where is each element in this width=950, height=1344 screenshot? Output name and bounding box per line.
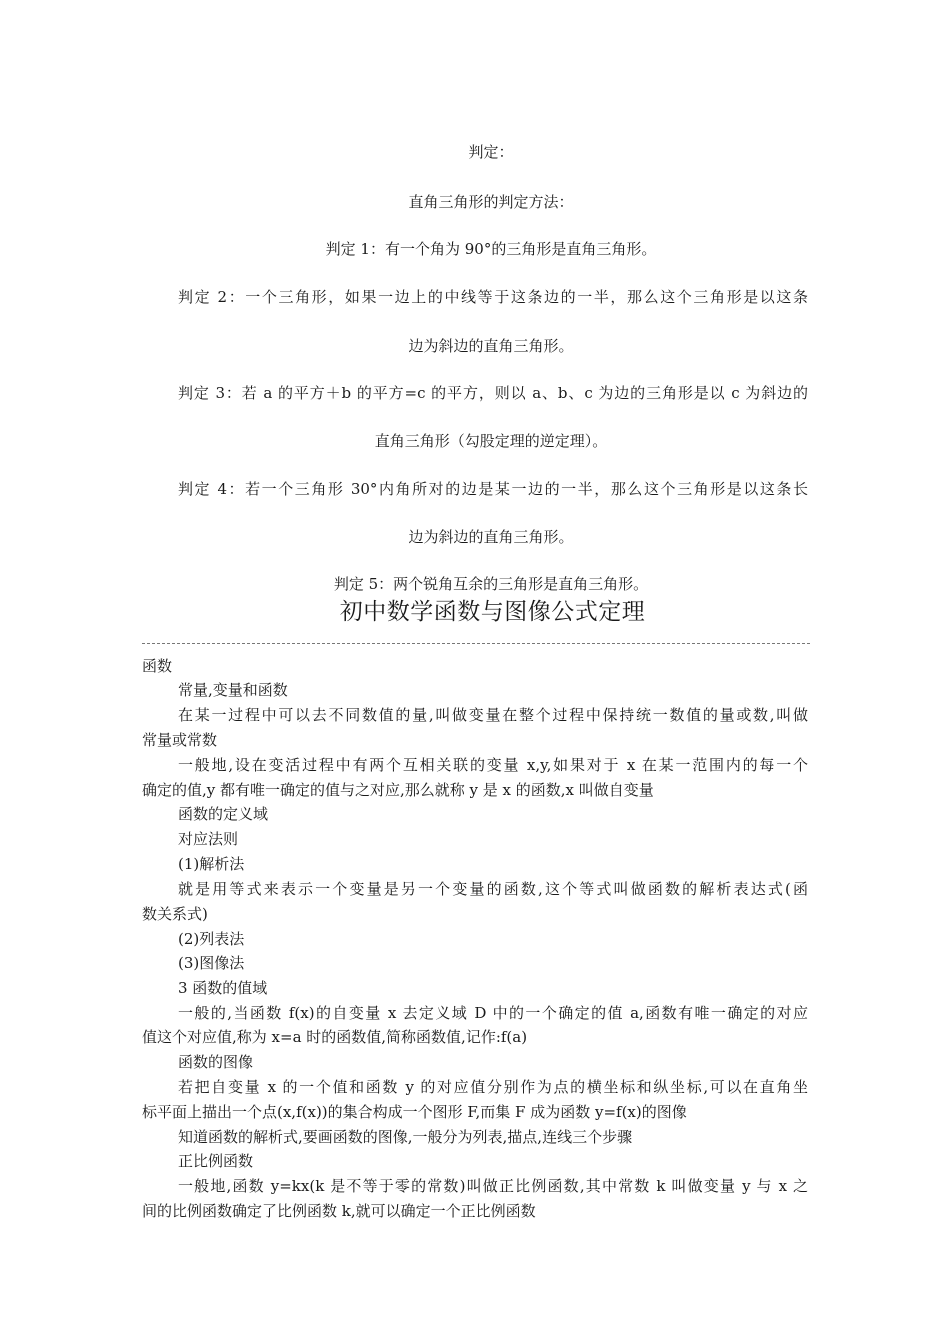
body-line-14: 3 函数的值域: [178, 979, 268, 997]
judge-4-line-1: 判定 4：若一个三角形 30°内角所对的边是某一边的一半，那么这个三角形是以这条长: [178, 480, 808, 498]
body-line-01: 函数: [142, 657, 173, 675]
judge-2-line-1: 判定 2：一个三角形，如果一边上的中线等于这条边的一半，那么这个三角形是以这条: [178, 288, 808, 306]
document-title: 初中数学函数与图像公式定理: [339, 599, 646, 625]
body-line-03: 在某一过程中可以去不同数值的量,叫做变量在整个过程中保持统一数值的量或数,叫做: [178, 706, 808, 724]
section-subheading: 直角三角形的判定方法：: [408, 193, 574, 211]
body-line-04: 常量或常数: [142, 731, 218, 749]
body-line-06: 确定的值,y 都有唯一确定的值与之对应,那么就称 y 是 x 的函数,x 叫做自变量: [142, 781, 654, 799]
section-heading: 判定：: [468, 143, 514, 161]
body-line-10: 就是用等式来表示一个变量是另一个变量的函数,这个等式叫做函数的解析表达式(函: [178, 880, 808, 898]
body-line-02: 常量,变量和函数: [178, 681, 288, 699]
title-divider: [142, 643, 810, 644]
body-line-17: 函数的图像: [178, 1053, 254, 1071]
body-line-12: (2)列表法: [178, 930, 245, 948]
body-line-13: (3)图像法: [178, 954, 245, 972]
judge-3-line-2: 直角三角形（勾股定理的逆定理）。: [374, 432, 608, 450]
body-line-22: 一般地,函数 y=kx(k 是不等于零的常数)叫做正比例函数,其中常数 k 叫做变量 y 与 x 之: [178, 1177, 808, 1195]
body-line-15: 一般的,当函数 f(x)的自变量 x 去定义域 D 中的一个确定的值 a,函数有唯一确定的对应: [178, 1004, 808, 1022]
judge-5: 判定 5：两个锐角互余的三角形是直角三角形。: [333, 575, 649, 593]
judge-4-line-2: 边为斜边的直角三角形。: [408, 528, 574, 546]
body-line-07: 函数的定义域: [178, 805, 269, 823]
body-line-23: 间的比例函数确定了比例函数 k,就可以确定一个正比例函数: [142, 1202, 536, 1220]
judge-3-line-1: 判定 3：若 a 的平方＋b 的平方=c 的平方，则以 a、b、c 为边的三角形是以 c 为斜边的: [178, 384, 808, 402]
body-line-18: 若把自变量 x 的一个值和函数 y 的对应值分别作为点的横坐标和纵坐标,可以在直角坐: [178, 1078, 808, 1096]
judge-1: 判定 1：有一个角为 90°的三角形是直角三角形。: [325, 240, 657, 258]
body-line-11: 数关系式): [142, 905, 208, 923]
body-line-09: (1)解析法: [178, 855, 245, 873]
body-line-05: 一般地,设在变活过程中有两个互相关联的变量 x,y,如果对于 x 在某一范围内的每一个: [178, 756, 808, 774]
body-line-08: 对应法则: [178, 830, 239, 848]
body-line-20: 知道函数的解析式,要画函数的图像,一般分为列表,描点,连线三个步骤: [178, 1128, 633, 1146]
judge-2-line-2: 边为斜边的直角三角形。: [408, 337, 574, 355]
body-line-16: 值这个对应值,称为 x=a 时的函数值,简称函数值,记作:f(a): [142, 1028, 528, 1046]
body-line-19: 标平面上描出一个点(x,f(x))的集合构成一个图形 F,而集 F 成为函数 y=f(x)的图像: [142, 1103, 687, 1121]
body-line-21: 正比例函数: [178, 1152, 254, 1170]
